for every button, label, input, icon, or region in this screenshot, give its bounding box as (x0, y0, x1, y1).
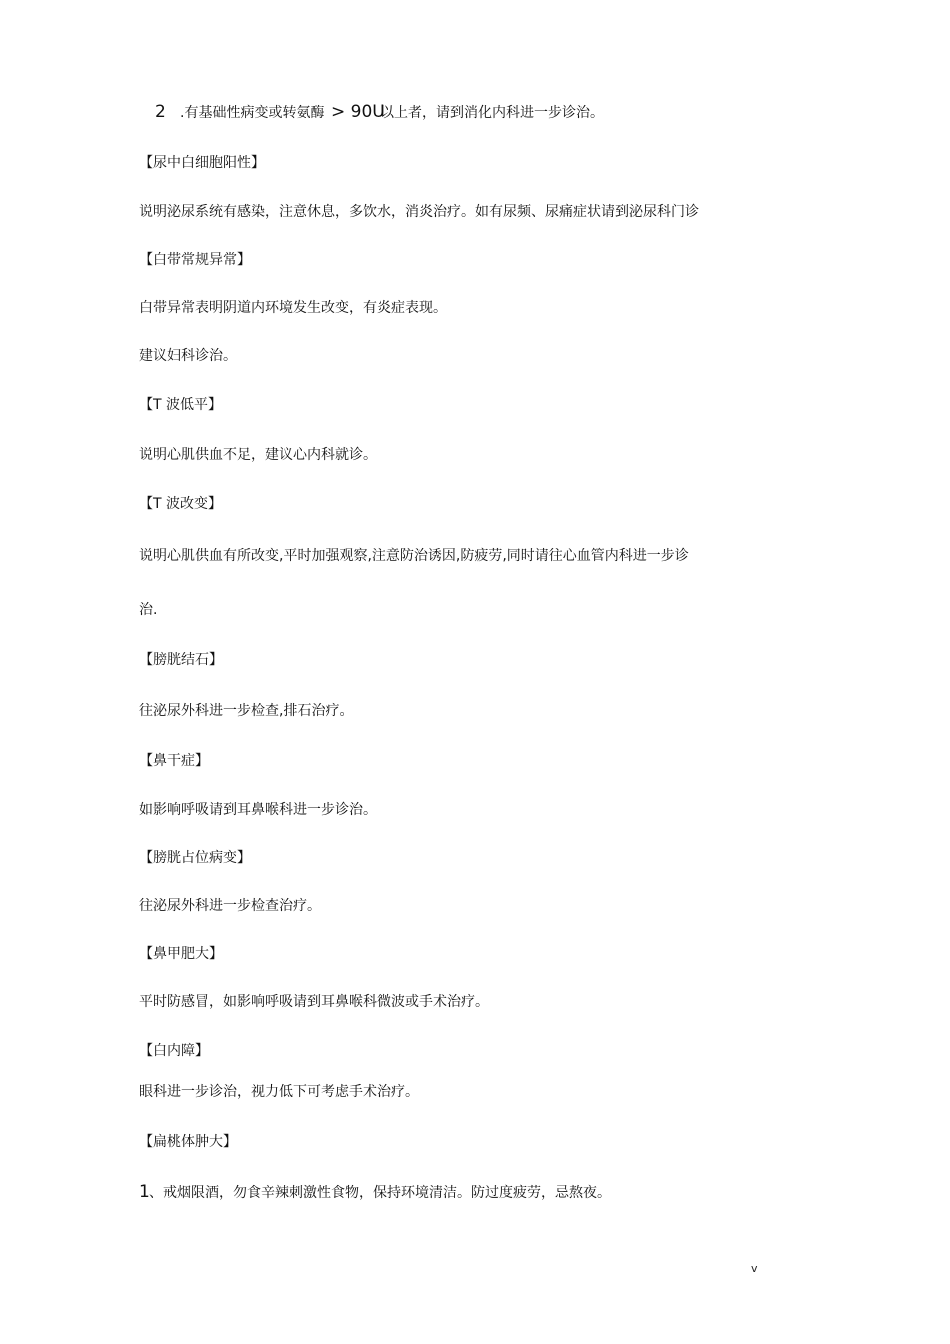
body-t-wave-flat-1: 说明心肌供血不足，建议心内科就诊。 (139, 447, 377, 463)
item-2-text-a: .有基础性病变或转氨酶 (180, 105, 325, 121)
heading-dry-nose: 【鼻干症】 (139, 753, 209, 769)
item-1-text: 、戒烟限酒，勿食辛辣刺激性食物，保持环境清洁。防过度疲劳，忌熬夜。 (149, 1185, 611, 1201)
body-bladder-mass-1: 往泌尿外科进一步检查治疗。 (139, 898, 321, 914)
page-mark: v (751, 1262, 758, 1275)
heading-bladder-stone: 【膀胱结石】 (139, 652, 223, 668)
heading-t-wave-flat: 【T 波低平】 (139, 397, 223, 413)
body-dry-nose-1: 如影响呼吸请到耳鼻喉科进一步诊治。 (139, 802, 377, 818)
item-1-number: 1 (139, 1182, 150, 1202)
body-urine-wbc-1: 说明泌尿系统有感染，注意休息，多饮水，消炎治疗。如有尿频、尿痛症状请到泌尿科门诊 (139, 204, 699, 220)
body-leukorrhea-1: 白带异常表明阴道内环境发生改变，有炎症表现。 (139, 300, 447, 316)
body-turbinate-hypertrophy-1: 平时防感冒，如影响呼吸请到耳鼻喉科微波或手术治疗。 (139, 994, 489, 1010)
heading-tonsil-enlargement: 【扁桃体肿大】 (139, 1134, 237, 1150)
heading-turbinate-hypertrophy: 【鼻甲肥大】 (139, 946, 223, 962)
item-2-number: 2 (155, 102, 166, 122)
item-2-text-b: > 90U (331, 102, 385, 122)
body-t-wave-change-1: 说明心肌供血有所改变,平时加强观察,注意防治诱因,防疲劳,同时请往心血管内科进一步诊 (139, 548, 689, 564)
heading-cataract: 【白内障】 (139, 1043, 209, 1059)
heading-urine-wbc: 【尿中白细胞阳性】 (139, 155, 265, 171)
body-bladder-stone-1: 往泌尿外科进一步检查,排石治疗。 (139, 703, 354, 719)
body-cataract-1: 眼科进一步诊治，视力低下可考虑手术治疗。 (139, 1084, 419, 1100)
item-2-text-c: 以上者，请到消化内科进一步诊治。 (380, 105, 604, 121)
body-leukorrhea-2: 建议妇科诊治。 (139, 348, 237, 364)
body-t-wave-change-2: 治. (139, 602, 158, 618)
heading-leukorrhea: 【白带常规异常】 (139, 252, 251, 268)
heading-t-wave-change: 【T 波改变】 (139, 496, 223, 512)
heading-bladder-mass: 【膀胱占位病变】 (139, 850, 251, 866)
